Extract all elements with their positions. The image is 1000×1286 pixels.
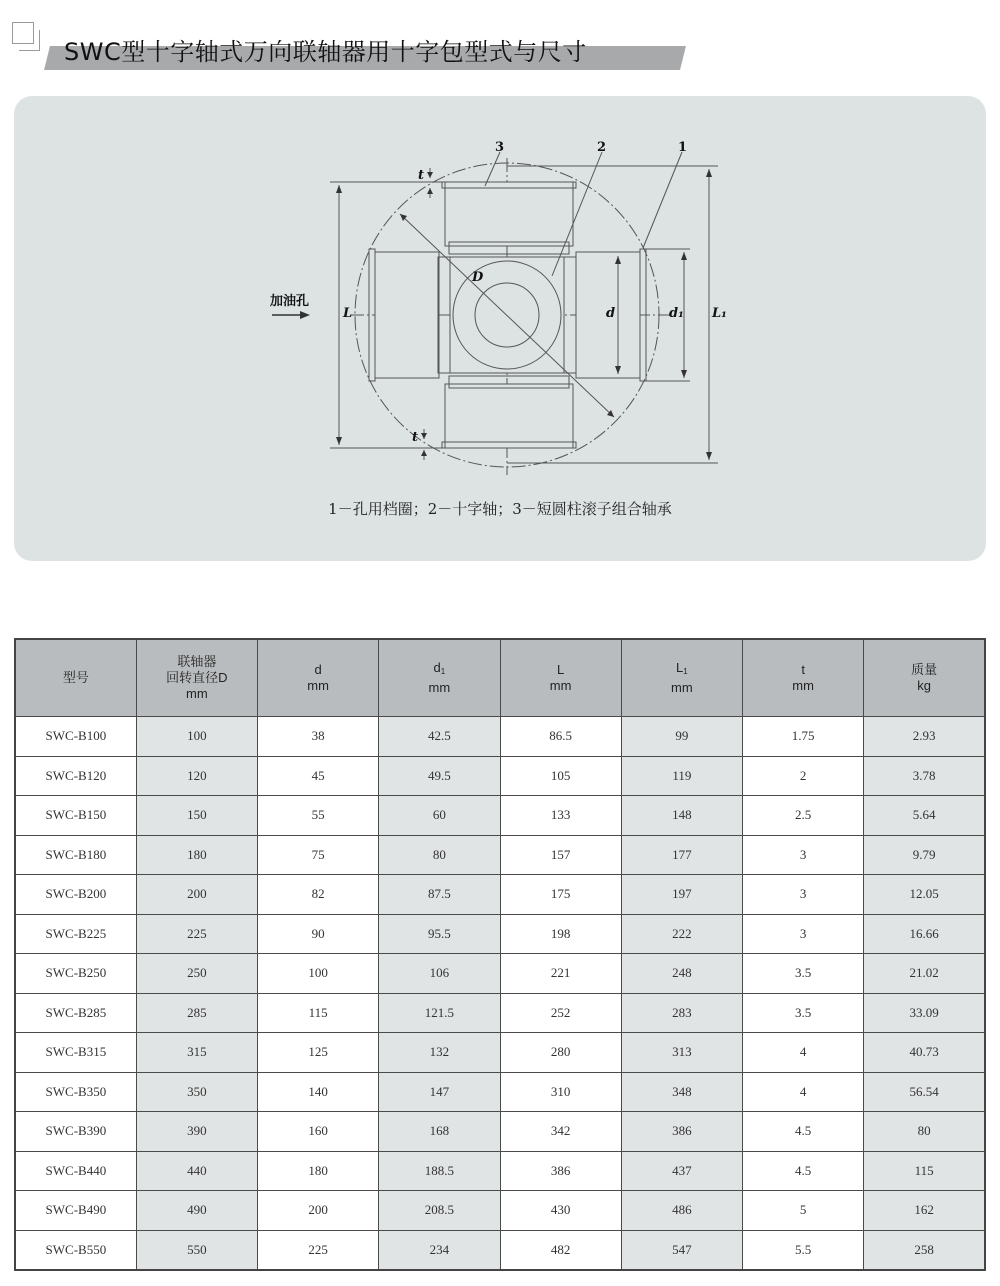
cell-L: 430 [500,1191,621,1231]
table-body [15,717,985,1271]
cell-L1: 119 [621,756,742,796]
cell-L: 252 [500,993,621,1033]
cell-t: 2 [743,756,864,796]
dim-label-d: d [606,306,616,321]
cell-d: 55 [258,796,379,836]
cell-t: 3.5 [743,993,864,1033]
cell-mass: 258 [864,1230,985,1270]
cell-swing-diameter: 150 [136,796,257,836]
page-header [0,18,700,78]
cell-model: SWC-B100 [15,717,136,757]
cell-L: 482 [500,1230,621,1270]
cell-L: 105 [500,756,621,796]
cell-d: 160 [258,1112,379,1152]
cell-d1: 87.5 [379,875,500,915]
cell-d1: 49.5 [379,756,500,796]
cell-mass: 162 [864,1191,985,1231]
cell-model: SWC-B200 [15,875,136,915]
cell-t: 4 [743,1072,864,1112]
table-row [15,875,985,915]
cell-mass: 80 [864,1112,985,1152]
cell-L1: 148 [621,796,742,836]
cell-L: 86.5 [500,717,621,757]
cell-mass: 21.02 [864,954,985,994]
cell-t: 2.5 [743,796,864,836]
cell-t: 3 [743,835,864,875]
table-row [15,717,985,757]
cell-swing-diameter: 100 [136,717,257,757]
header-line-1: d [314,662,322,677]
column-header-model [15,639,136,717]
cell-L1: 486 [621,1191,742,1231]
cell-swing-diameter: 180 [136,835,257,875]
table-header-row [15,639,985,717]
table-row [15,835,985,875]
spec-table [14,638,986,1271]
cell-d: 115 [258,993,379,1033]
cell-L1: 197 [621,875,742,915]
cell-L1: 437 [621,1151,742,1191]
header-line-1: 联轴器 [177,654,217,669]
cell-model: SWC-B390 [15,1112,136,1152]
cell-swing-diameter: 350 [136,1072,257,1112]
cell-d: 75 [258,835,379,875]
header-line2: 回转直径D [166,670,228,685]
dim-label-d1: d₁ [669,306,684,321]
cell-L: 198 [500,914,621,954]
cell-d1: 132 [379,1033,500,1073]
part-number-1: 1 [678,140,688,155]
cell-d1: 106 [379,954,500,994]
cell-model: SWC-B350 [15,1072,136,1112]
cross-joint-diagram [250,130,730,480]
cell-mass: 9.79 [864,835,985,875]
cell-d: 225 [258,1230,379,1270]
cell-t: 4.5 [743,1112,864,1152]
cell-d1: 147 [379,1072,500,1112]
cell-L1: 348 [621,1072,742,1112]
part-number-3: 3 [495,140,505,155]
header-line2: mm [792,678,814,693]
cell-L1: 386 [621,1112,742,1152]
cell-swing-diameter: 225 [136,914,257,954]
dim-label-D: D [472,270,484,285]
cell-L: 342 [500,1112,621,1152]
column-header-mass [864,639,985,717]
cell-L: 221 [500,954,621,994]
dim-label-L: L [343,306,353,321]
cell-model: SWC-B550 [15,1230,136,1270]
cell-model: SWC-B490 [15,1191,136,1231]
cell-t: 3 [743,875,864,915]
cell-swing-diameter: 250 [136,954,257,994]
header-line2: mm [307,678,329,693]
oil-hole-label: 加油孔 [270,294,310,309]
header-line2: mm [549,678,572,693]
table-row [15,1230,985,1270]
cell-d: 200 [258,1191,379,1231]
cell-L: 157 [500,835,621,875]
cell-mass: 5.64 [864,796,985,836]
cell-mass: 3.78 [864,756,985,796]
cell-t: 3.5 [743,954,864,994]
cell-mass: 56.54 [864,1072,985,1112]
cell-mass: 115 [864,1151,985,1191]
cell-model: SWC-B315 [15,1033,136,1073]
cell-model: SWC-B250 [15,954,136,994]
cell-swing-diameter: 285 [136,993,257,1033]
header-line-1: t [801,662,805,677]
cell-L: 386 [500,1151,621,1191]
cross-shaft-drawing [250,130,730,480]
cell-swing-diameter: 550 [136,1230,257,1270]
cell-L: 280 [500,1033,621,1073]
header-line-1: L [557,662,565,677]
cell-L1: 177 [621,835,742,875]
header-line3: mm [186,686,208,701]
dim-label-L1: L₁ [712,306,727,321]
cell-mass: 40.73 [864,1033,985,1073]
cell-d: 82 [258,875,379,915]
cell-d1: 234 [379,1230,500,1270]
header-line-1: 质量 [911,662,938,677]
header-line-1: $L_1$ [676,660,688,676]
cell-t: 1.75 [743,717,864,757]
table-row [15,1191,985,1231]
column-header-L [500,639,621,717]
cell-model: SWC-B440 [15,1151,136,1191]
table-row [15,914,985,954]
part-number-2: 2 [597,140,607,155]
cell-L: 175 [500,875,621,915]
cell-d1: 60 [379,796,500,836]
cell-t: 3 [743,914,864,954]
table-row [15,1112,985,1152]
column-header-d1 [379,639,500,717]
cell-d1: 95.5 [379,914,500,954]
diagram-card [14,96,986,561]
cell-t: 5 [743,1191,864,1231]
table-row [15,993,985,1033]
column-header-L1 [621,639,742,717]
cell-d1: 80 [379,835,500,875]
table-row [15,756,985,796]
cell-d1: 121.5 [379,993,500,1033]
page-title: SWC型十字轴式万向联轴器用十字包型式与尺寸 [64,38,587,66]
cell-d: 38 [258,717,379,757]
cell-d1: 208.5 [379,1191,500,1231]
header-line2: mm [428,680,451,695]
header-line2: kg [917,678,931,693]
cell-swing-diameter: 440 [136,1151,257,1191]
cell-d1: 188.5 [379,1151,500,1191]
cell-model: SWC-B180 [15,835,136,875]
cell-L: 310 [500,1072,621,1112]
cell-d: 140 [258,1072,379,1112]
cell-swing-diameter: 200 [136,875,257,915]
cell-mass: 12.05 [864,875,985,915]
dim-label-t-top: t [418,168,425,183]
cell-d: 90 [258,914,379,954]
cell-model: SWC-B120 [15,756,136,796]
cell-d: 125 [258,1033,379,1073]
cell-t: 4 [743,1033,864,1073]
cell-d1: 168 [379,1112,500,1152]
cell-mass: 33.09 [864,993,985,1033]
cell-d: 100 [258,954,379,994]
cell-model: SWC-B285 [15,993,136,1033]
cell-d1: 42.5 [379,717,500,757]
cell-swing-diameter: 315 [136,1033,257,1073]
cell-L: 133 [500,796,621,836]
cell-L1: 248 [621,954,742,994]
cell-model: SWC-B150 [15,796,136,836]
table-row [15,1072,985,1112]
cell-t: 4.5 [743,1151,864,1191]
header-line-1: 型号 [62,670,89,685]
cell-L1: 313 [621,1033,742,1073]
overlapping-squares-icon [12,22,34,44]
table-row [15,796,985,836]
diagram-caption: 1－孔用档圈；2－十字轴；3－短圆柱滚子组合轴承 [328,500,672,518]
table-row [15,1033,985,1073]
table-row [15,954,985,994]
cell-L1: 547 [621,1230,742,1270]
column-header-t [743,639,864,717]
cell-mass: 2.93 [864,717,985,757]
cell-mass: 16.66 [864,914,985,954]
table-row [15,1151,985,1191]
cell-model: SWC-B225 [15,914,136,954]
cell-swing-diameter: 490 [136,1191,257,1231]
cell-d: 180 [258,1151,379,1191]
cell-d: 45 [258,756,379,796]
cell-swing-diameter: 390 [136,1112,257,1152]
cell-t: 5.5 [743,1230,864,1270]
cell-L1: 99 [621,717,742,757]
dim-label-t-bottom: t [412,430,419,445]
header-line-1: $d_1$ [433,660,446,676]
column-header-d [258,639,379,717]
header-line2: mm [671,680,693,695]
cell-swing-diameter: 120 [136,756,257,796]
cell-L1: 283 [621,993,742,1033]
cell-L1: 222 [621,914,742,954]
column-header-swing-diameter [136,639,257,717]
